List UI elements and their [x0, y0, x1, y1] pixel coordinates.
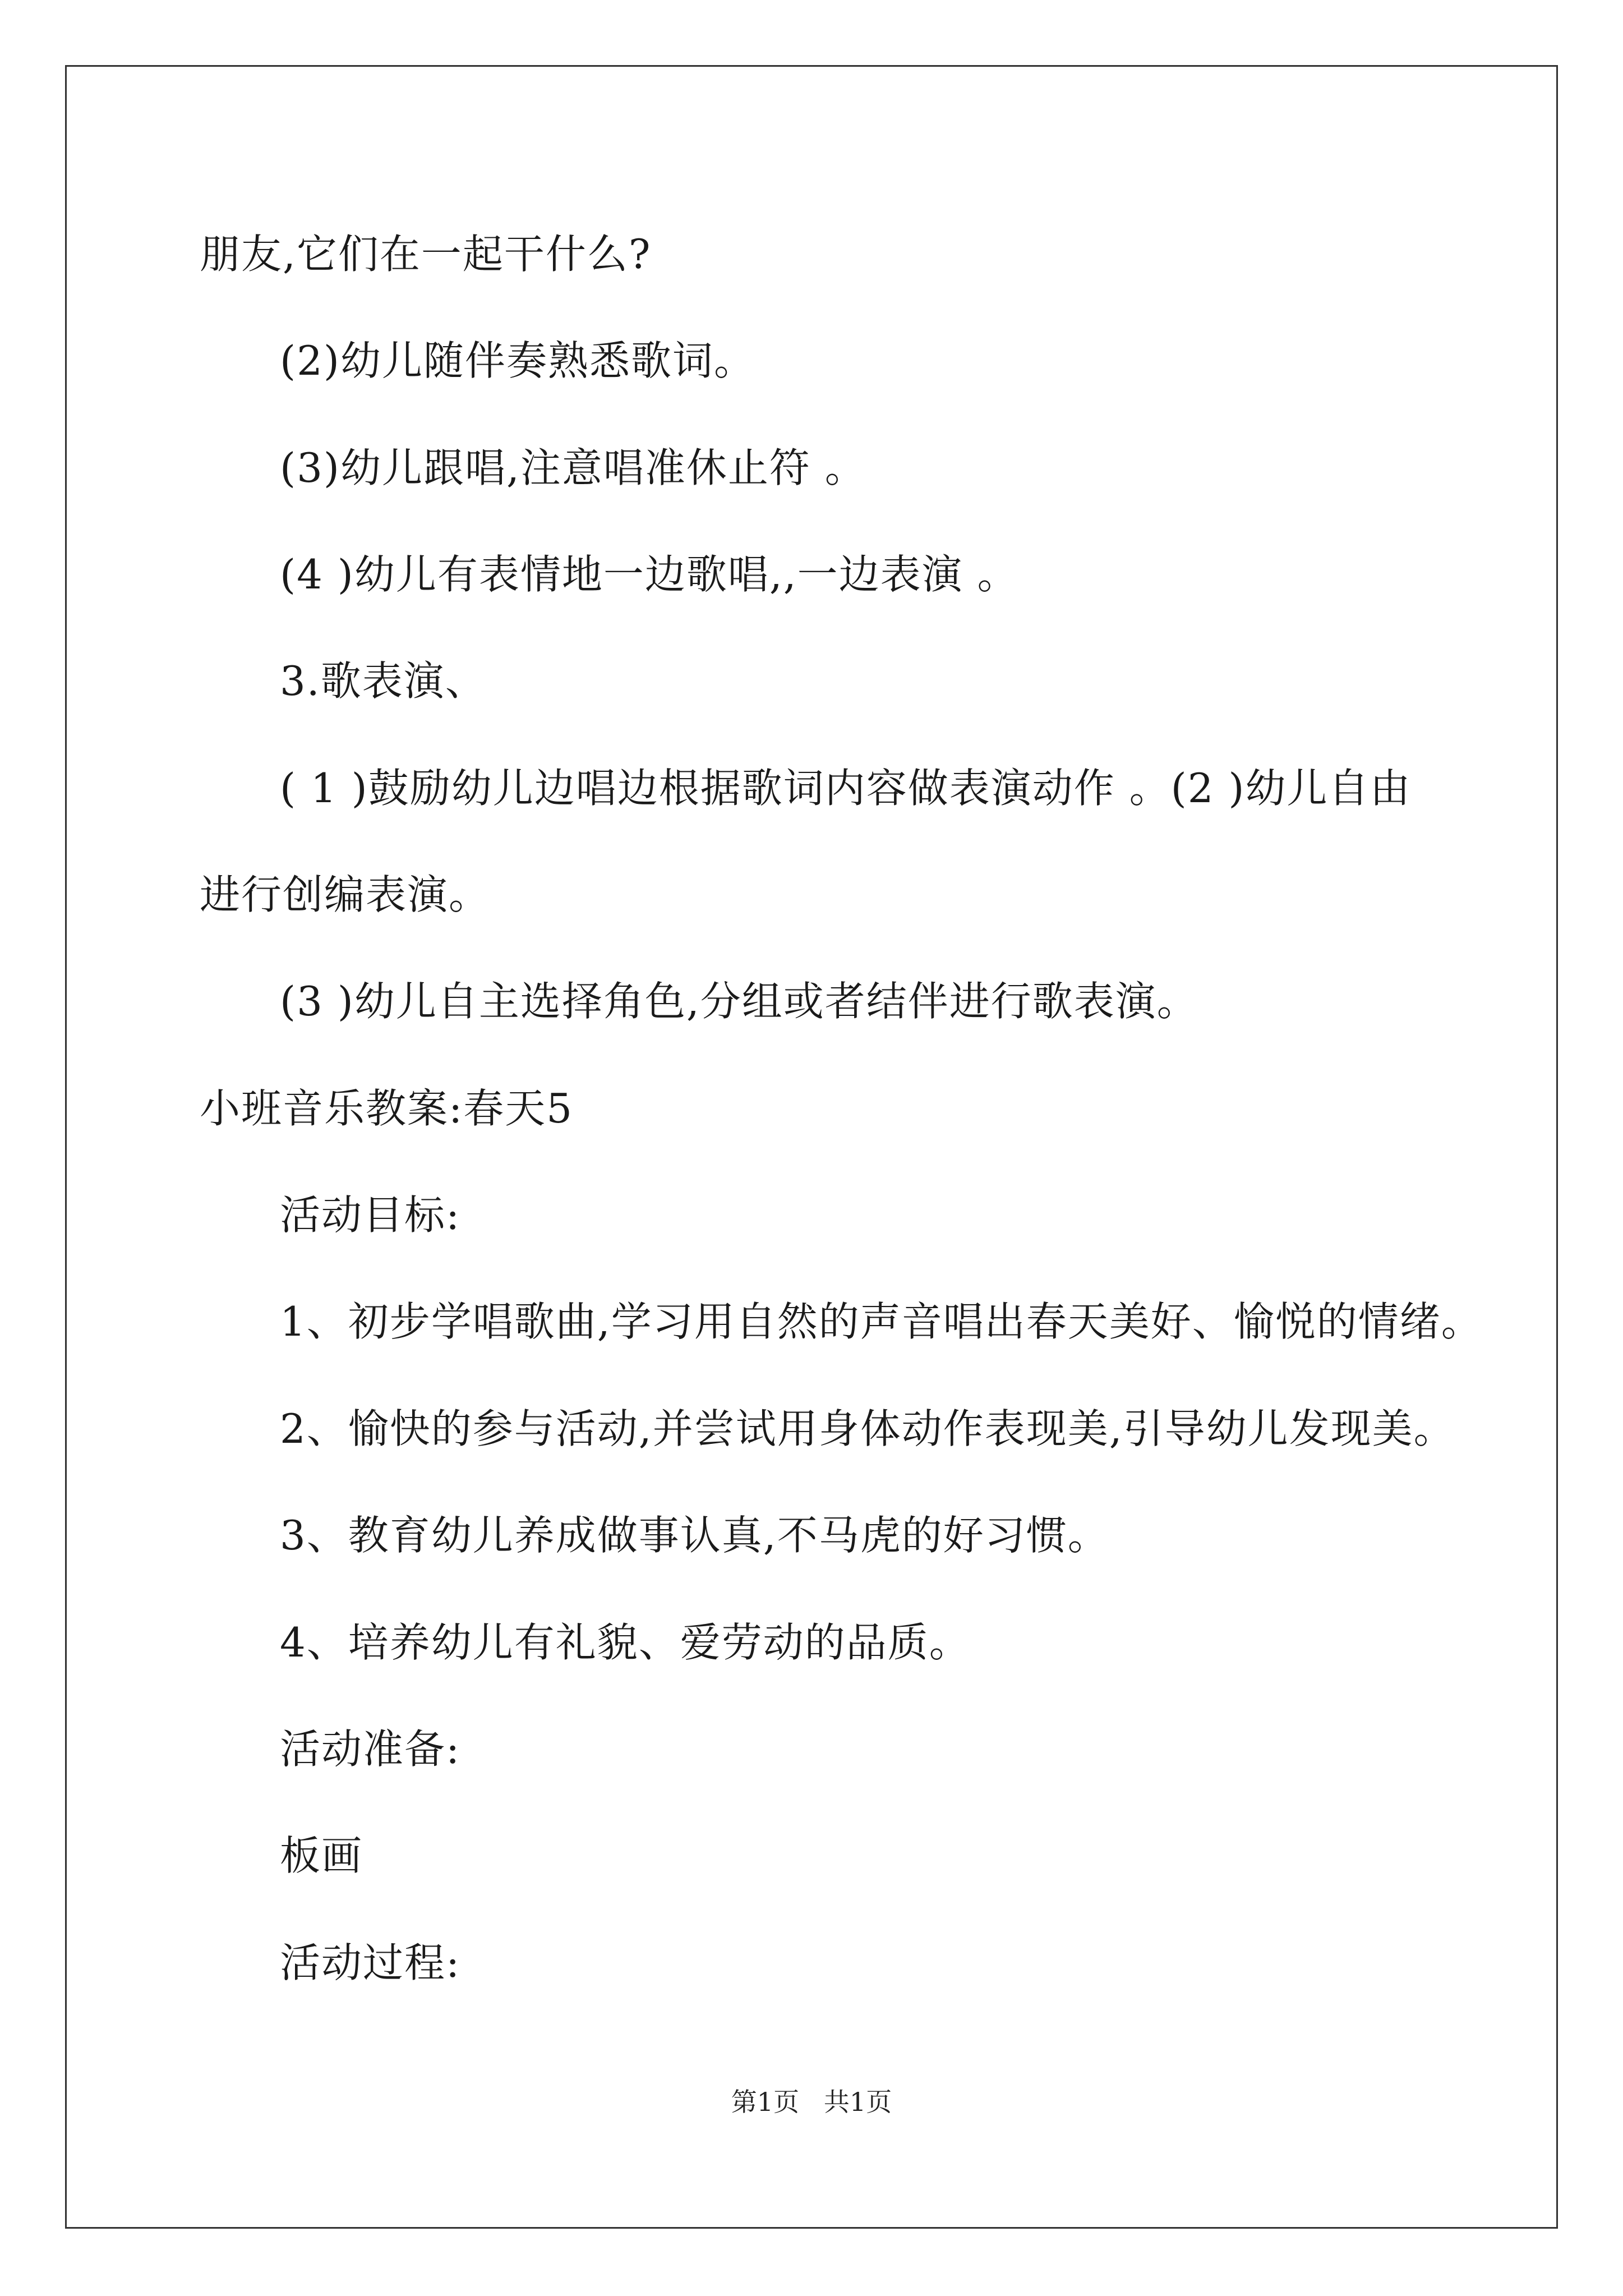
text-line: 板画	[280, 1832, 363, 1879]
text-line: ( 1 )鼓励幼儿边唱边根据歌词内容做表演动作 。(2 )幼儿自由	[280, 765, 1412, 812]
section-heading: 小班音乐教案:春天5	[200, 1085, 574, 1132]
text-line: 活动过程:	[280, 1939, 461, 1986]
text-line: 进行创编表演。	[200, 871, 491, 918]
text-line: 1、初步学唱歌曲,学习用自然的声音唱出春天美好、愉悦的情绪。	[280, 1298, 1483, 1345]
text-line: 3、教育幼儿养成做事认真,不马虎的好习惯。	[280, 1512, 1109, 1559]
text-line: 活动准备:	[280, 1726, 461, 1773]
text-line: (3 )幼儿自主选择角色,分组或者结伴进行歌表演。	[280, 978, 1198, 1025]
page-footer: 第1页 共1页	[731, 2087, 892, 2117]
text-line: 4、培养幼儿有礼貌、爱劳动的品质。	[280, 1619, 971, 1666]
text-line: 2、愉快的参与活动,并尝试用身体动作表现美,引导幼儿发现美。	[280, 1405, 1455, 1452]
text-line: (4 )幼儿有表情地一边歌唱,,一边表演 。	[280, 551, 1019, 598]
text-line: 朋友,它们在一起干什么?	[200, 231, 652, 278]
text-line: (2)幼儿随伴奏熟悉歌词。	[280, 337, 755, 384]
text-line: 活动目标:	[280, 1191, 461, 1239]
text-line: 3.歌表演、	[280, 657, 487, 705]
text-line: (3)幼儿跟唱,注意唱准休止符 。	[280, 444, 866, 491]
page-border	[65, 65, 1558, 2229]
